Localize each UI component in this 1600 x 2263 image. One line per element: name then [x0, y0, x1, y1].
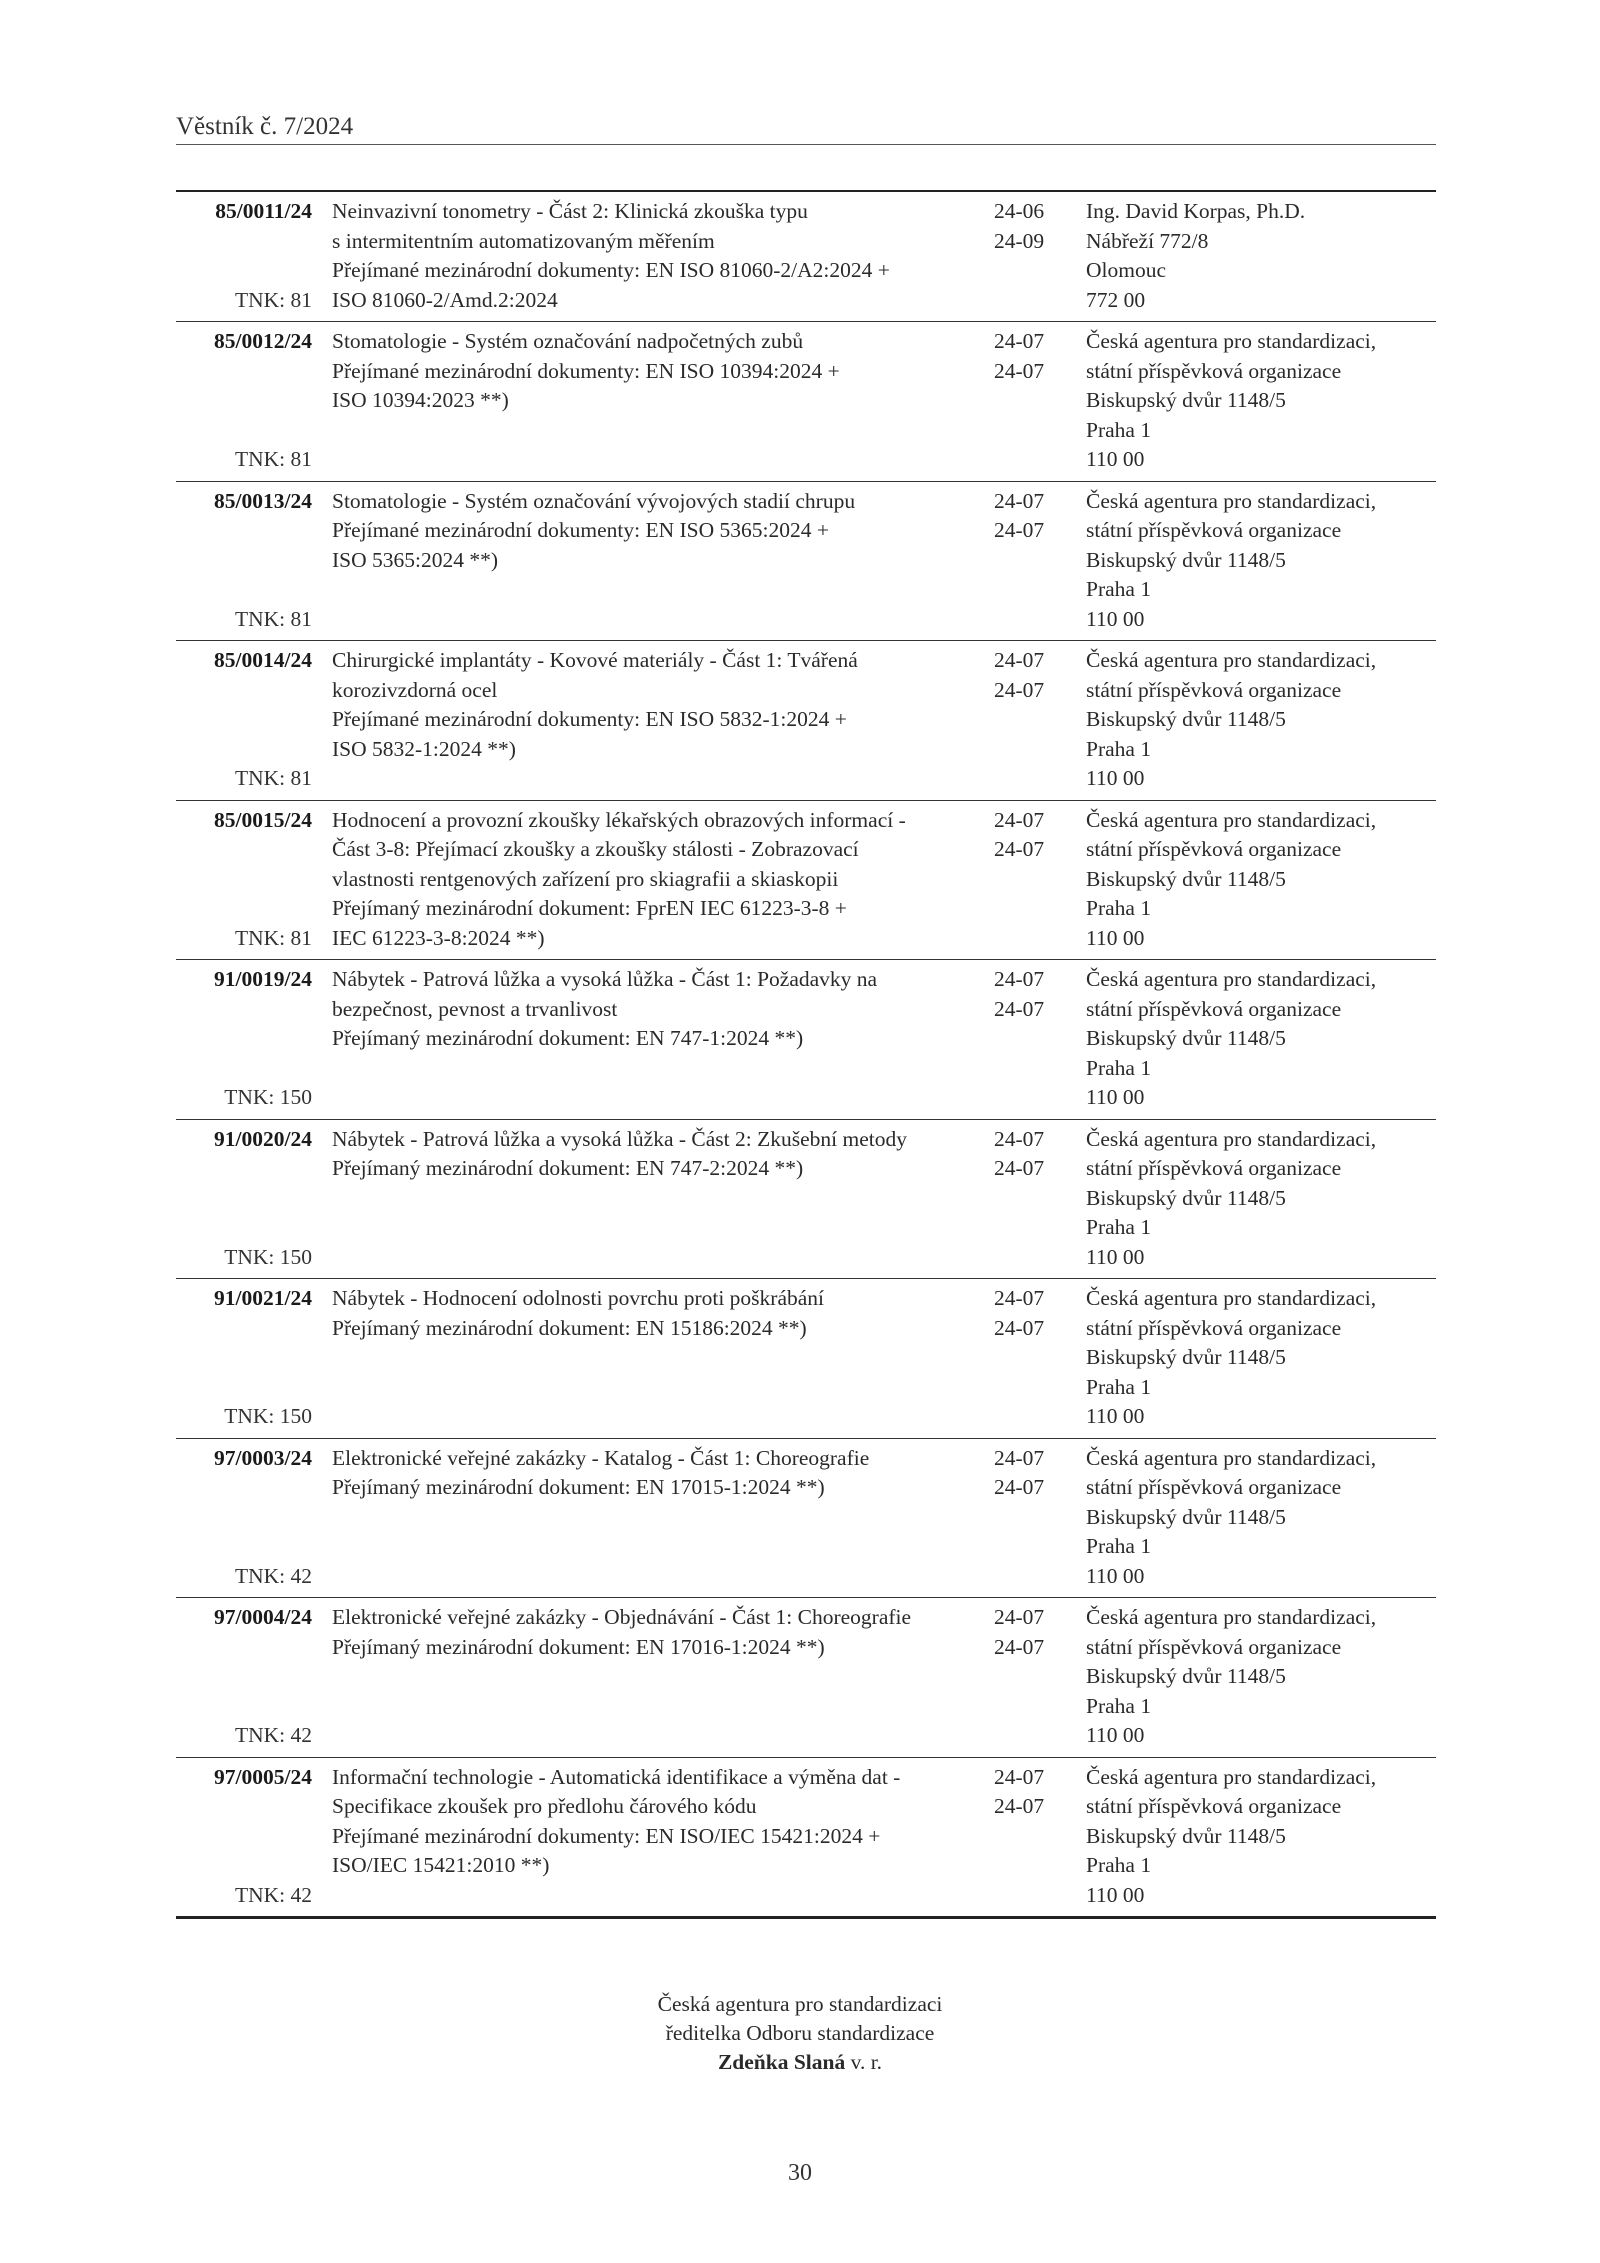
description-cell-line: Přejímané mezinárodní dokumenty: EN ISO 81060-2/A2:2024 + — [332, 258, 890, 282]
standard-number: 91/0020/24 — [214, 1126, 312, 1151]
address-cell-line: Biskupský dvůr 1148/5 — [1086, 866, 1286, 891]
page-header — [176, 112, 1436, 145]
tnk-label: TNK: 150 — [224, 1404, 312, 1428]
description-cell-line: Přejímaný mezinárodní dokument: EN 747-2:2024 **) — [332, 1156, 804, 1180]
description-cell — [326, 1284, 986, 1432]
description-cell-line: ISO 5832-1:2024 **) — [332, 736, 516, 761]
address-cell-line: 110 00 — [1086, 447, 1145, 471]
standard-number: 97/0003/24 — [214, 1445, 312, 1470]
standard-number: 97/0004/24 — [214, 1605, 312, 1629]
dates-cell-line: 24-07 — [994, 996, 1045, 1021]
standard-number: 85/0011/24 — [215, 199, 312, 223]
tnk-label: TNK: 42 — [234, 1723, 312, 1747]
address-cell — [1078, 487, 1436, 635]
description-cell-line: Přejímaný mezinárodní dokument: EN 15186:2024 **) — [332, 1315, 807, 1340]
address-cell-line: Česká agentura pro standardizaci, — [1086, 1126, 1377, 1151]
address-cell-line: 772 00 — [1086, 287, 1146, 312]
table-row — [176, 1278, 1436, 1438]
dates-cell-line: 24-07 — [994, 329, 1045, 353]
description-cell-line: Stomatologie - Systém označování nadpočetných zubů — [332, 329, 804, 353]
address-cell-line: 110 00 — [1086, 606, 1145, 631]
address-cell-line: Česká agentura pro standardizaci, — [1086, 967, 1377, 991]
address-cell-line: Biskupský dvůr 1148/5 — [1086, 1823, 1286, 1848]
address-cell-line: Biskupský dvůr 1148/5 — [1086, 547, 1286, 572]
address-cell-line: Praha 1 — [1086, 1853, 1152, 1877]
address-cell — [1078, 646, 1436, 794]
address-cell — [1078, 806, 1436, 954]
signature-role: ředitelka Odboru standardizace — [665, 2021, 935, 2045]
description-cell-line: Neinvazivní tonometry - Část 2: Klinická zkouška typu — [332, 199, 808, 223]
signature-suffix: v. r. — [845, 2050, 883, 2074]
address-cell-line: Praha 1 — [1086, 1534, 1152, 1558]
row-id-cell — [176, 806, 326, 954]
signature-name: Zdeňka Slaná — [717, 2050, 846, 2074]
address-cell-line: Česká agentura pro standardizaci, — [1086, 648, 1377, 672]
row-id-cell — [176, 327, 326, 475]
address-cell-line: 110 00 — [1086, 766, 1145, 790]
address-cell-line: Česká agentura pro standardizaci, — [1086, 807, 1377, 832]
table-row — [176, 481, 1436, 641]
address-cell-line: Olomouc — [1086, 258, 1167, 282]
address-cell-line: státní příspěvková organizace — [1086, 1315, 1342, 1340]
address-cell-line: 110 00 — [1086, 1563, 1145, 1588]
dates-cell-line: 24-09 — [994, 228, 1045, 253]
dates-cell-line: 24-07 — [994, 1475, 1045, 1499]
description-cell-line: Část 3-8: Přejímací zkoušky a zkoušky stálosti - Zobrazovací — [332, 837, 859, 861]
dates-cell-line: 24-06 — [994, 199, 1045, 223]
dates-cell-line: 24-07 — [994, 1445, 1045, 1470]
description-cell — [326, 1603, 986, 1751]
address-cell-line: Nábřeží 772/8 — [1086, 228, 1209, 253]
table-row — [176, 1438, 1436, 1598]
description-cell-line: Přejímané mezinárodní dokumenty: EN ISO 10394:2024 + — [332, 358, 840, 383]
dates-cell — [986, 1763, 1078, 1911]
tnk-label: TNK: 81 — [234, 287, 312, 312]
row-id-cell — [176, 197, 326, 315]
standard-number: 85/0015/24 — [214, 807, 312, 832]
row-id-cell — [176, 487, 326, 635]
table-row — [176, 959, 1436, 1119]
description-cell-line: Přejímané mezinárodní dokumenty: EN ISO 5832-1:2024 + — [332, 707, 847, 731]
description-cell-line: Informační technologie - Automatická identifikace a výměna dat - — [332, 1764, 901, 1789]
address-cell-line: Praha 1 — [1086, 736, 1152, 761]
description-cell-line: ISO/IEC 15421:2010 **) — [332, 1853, 550, 1877]
standard-number: 91/0021/24 — [214, 1286, 312, 1310]
description-cell-line: Specifikace zkoušek pro předlohu čárového kódu — [332, 1794, 757, 1818]
description-cell-line: vlastnosti rentgenových zařízení pro skiagrafii a skiaskopii — [332, 866, 839, 891]
address-cell-line: Česká agentura pro standardizaci, — [1086, 1445, 1377, 1470]
address-cell — [1078, 1763, 1436, 1911]
address-cell-line: státní příspěvková organizace — [1086, 1156, 1342, 1180]
address-cell — [1078, 965, 1436, 1113]
address-cell-line: státní příspěvková organizace — [1086, 837, 1342, 861]
dates-cell-line: 24-07 — [994, 677, 1045, 702]
standard-number: 85/0014/24 — [214, 648, 312, 672]
description-cell-line: Přejímané mezinárodní dokumenty: EN ISO/IEC 15421:2024 + — [332, 1823, 881, 1848]
table-row — [176, 800, 1436, 960]
address-cell — [1078, 1603, 1436, 1751]
address-cell-line: Biskupský dvůr 1148/5 — [1086, 1026, 1286, 1050]
standard-number: 85/0012/24 — [214, 329, 312, 353]
dates-cell-line: 24-07 — [994, 967, 1045, 991]
row-id-cell — [176, 1603, 326, 1751]
description-cell-line: bezpečnost, pevnost a trvanlivost — [332, 996, 618, 1021]
description-cell-line: Chirurgické implantáty - Kovové materiály - Část 1: Tvářená — [332, 648, 858, 672]
address-cell — [1078, 197, 1436, 315]
description-cell-line: Nábytek - Patrová lůžka a vysoká lůžka - Část 1: Požadavky na — [332, 967, 878, 991]
description-cell-line: korozivzdorná ocel — [332, 677, 498, 702]
address-cell-line: Praha 1 — [1086, 1693, 1152, 1718]
address-cell-line: státní příspěvková organizace — [1086, 1794, 1342, 1818]
address-cell-line: Česká agentura pro standardizaci, — [1086, 1764, 1377, 1789]
dates-cell-line: 24-07 — [994, 1156, 1045, 1180]
description-cell-line: ISO 10394:2023 **) — [332, 388, 509, 412]
address-cell-line: Praha 1 — [1086, 1215, 1152, 1239]
description-cell — [326, 487, 986, 635]
description-cell-line: Stomatologie - Systém označování vývojových stadií chrupu — [332, 488, 856, 513]
dates-cell-line: 24-07 — [994, 488, 1045, 513]
description-cell-line: Přejímaný mezinárodní dokument: FprEN IEC 61223-3-8 + — [332, 896, 847, 920]
dates-cell-line: 24-07 — [994, 1605, 1045, 1629]
signature-org: Česká agentura pro standardizaci — [657, 1992, 943, 2016]
dates-cell-line: 24-07 — [994, 1764, 1045, 1789]
dates-cell-line: 24-07 — [994, 1126, 1045, 1151]
address-cell-line: státní příspěvková organizace — [1086, 677, 1342, 702]
description-cell — [326, 965, 986, 1113]
address-cell-line: Praha 1 — [1086, 896, 1152, 920]
table-row — [176, 321, 1436, 481]
description-cell-line: s intermitentním automatizovaným měřením — [332, 228, 715, 253]
table-row — [176, 640, 1436, 800]
table-row — [176, 1119, 1436, 1279]
row-id-cell — [176, 965, 326, 1113]
description-cell — [326, 327, 986, 475]
description-cell — [326, 197, 986, 315]
signature-line — [0, 2048, 1600, 2077]
address-cell-line: Biskupský dvůr 1148/5 — [1086, 707, 1286, 731]
description-cell — [326, 1763, 986, 1911]
row-id-cell — [176, 1284, 326, 1432]
address-cell-line: Praha 1 — [1086, 417, 1152, 442]
address-cell — [1078, 1284, 1436, 1432]
description-cell-line: ISO 5365:2024 **) — [332, 547, 499, 572]
standard-number: 91/0019/24 — [214, 967, 312, 991]
description-cell-line: Elektronické veřejné zakázky - Objednávání - Část 1: Choreografie — [332, 1605, 912, 1629]
address-cell-line: Česká agentura pro standardizaci, — [1086, 329, 1377, 353]
address-cell-line: 110 00 — [1086, 925, 1145, 950]
description-cell — [326, 646, 986, 794]
address-cell-line: Ing. David Korpas, Ph.D. — [1086, 199, 1306, 223]
dates-cell — [986, 327, 1078, 475]
dates-cell-line: 24-07 — [994, 648, 1045, 672]
address-cell-line: Praha 1 — [1086, 577, 1152, 601]
description-cell-line: ISO 81060-2/Amd.2:2024 — [332, 287, 558, 312]
dates-cell — [986, 1284, 1078, 1432]
dates-cell — [986, 1603, 1078, 1751]
address-cell-line: 110 00 — [1086, 1882, 1145, 1907]
dates-cell — [986, 197, 1078, 315]
row-id-cell — [176, 1125, 326, 1273]
description-cell-line: Přejímaný mezinárodní dokument: EN 17016-1:2024 **) — [332, 1634, 825, 1659]
address-cell-line: Biskupský dvůr 1148/5 — [1086, 1185, 1286, 1210]
dates-cell — [986, 1444, 1078, 1592]
dates-cell — [986, 1125, 1078, 1273]
address-cell-line: Česká agentura pro standardizaci, — [1086, 1605, 1377, 1629]
dates-cell-line: 24-07 — [994, 1794, 1045, 1818]
tnk-label: TNK: 81 — [234, 447, 312, 471]
signature-block — [0, 1990, 1600, 2077]
address-cell-line: státní příspěvková organizace — [1086, 358, 1342, 383]
address-cell-line: Česká agentura pro standardizaci, — [1086, 1286, 1377, 1310]
description-cell-line: Přejímaný mezinárodní dokument: EN 747-1:2024 **) — [332, 1026, 804, 1050]
address-cell-line: Česká agentura pro standardizaci, — [1086, 488, 1377, 513]
description-cell — [326, 806, 986, 954]
description-cell-line: Elektronické veřejné zakázky - Katalog - Část 1: Choreografie — [332, 1445, 870, 1470]
dates-cell-line: 24-07 — [994, 1634, 1045, 1659]
address-cell — [1078, 1444, 1436, 1592]
address-cell-line: 110 00 — [1086, 1085, 1145, 1109]
dates-cell-line: 24-07 — [994, 1286, 1045, 1310]
standard-number: 85/0013/24 — [214, 488, 312, 513]
dates-cell-line: 24-07 — [994, 358, 1045, 383]
page-number: 30 — [788, 2160, 812, 2186]
dates-cell-line: 24-07 — [994, 807, 1045, 832]
address-cell — [1078, 1125, 1436, 1273]
dates-cell — [986, 806, 1078, 954]
dates-cell — [986, 487, 1078, 635]
address-cell-line: Biskupský dvůr 1148/5 — [1086, 1664, 1286, 1688]
description-cell-line: Hodnocení a provozní zkoušky lékařských obrazových informací - — [332, 807, 906, 832]
table-row — [176, 1757, 1436, 1917]
journal-title: Věstník č. 7/2024 — [176, 113, 354, 140]
dates-cell — [986, 965, 1078, 1113]
description-cell — [326, 1444, 986, 1592]
address-cell-line: Praha 1 — [1086, 1374, 1152, 1399]
dates-cell-line: 24-07 — [994, 1315, 1045, 1340]
address-cell-line: Praha 1 — [1086, 1055, 1152, 1080]
tnk-label: TNK: 81 — [234, 925, 312, 950]
description-cell-line: IEC 61223-3-8:2024 **) — [332, 925, 545, 950]
address-cell — [1078, 327, 1436, 475]
description-cell-line: Nábytek - Hodnocení odolnosti povrchu proti poškrábání — [332, 1286, 825, 1310]
address-cell-line: státní příspěvková organizace — [1086, 518, 1342, 542]
tnk-label: TNK: 150 — [224, 1244, 312, 1269]
tnk-label: TNK: 81 — [234, 766, 312, 790]
row-id-cell — [176, 1444, 326, 1592]
description-cell-line: Nábytek - Patrová lůžka a vysoká lůžka - Část 2: Zkušební metody — [332, 1126, 907, 1151]
address-cell-line: státní příspěvková organizace — [1086, 1634, 1342, 1659]
address-cell-line: státní příspěvková organizace — [1086, 1475, 1342, 1499]
standards-table — [176, 190, 1436, 1919]
address-cell-line: Biskupský dvůr 1148/5 — [1086, 1345, 1286, 1369]
address-cell-line: 110 00 — [1086, 1404, 1145, 1428]
dates-cell-line: 24-07 — [994, 518, 1045, 542]
table-row — [176, 192, 1436, 321]
description-cell-line: Přejímané mezinárodní dokumenty: EN ISO 5365:2024 + — [332, 518, 829, 542]
tnk-label: TNK: 150 — [224, 1085, 312, 1109]
tnk-label: TNK: 42 — [234, 1882, 312, 1907]
description-cell — [326, 1125, 986, 1273]
table-row — [176, 1597, 1436, 1757]
address-cell-line: 110 00 — [1086, 1244, 1145, 1269]
address-cell-line: Biskupský dvůr 1148/5 — [1086, 1504, 1286, 1529]
tnk-label: TNK: 42 — [234, 1563, 312, 1588]
dates-cell-line: 24-07 — [994, 837, 1045, 861]
address-cell-line: Biskupský dvůr 1148/5 — [1086, 388, 1286, 412]
row-id-cell — [176, 1763, 326, 1911]
address-cell-line: státní příspěvková organizace — [1086, 996, 1342, 1021]
standard-number: 97/0005/24 — [214, 1764, 312, 1789]
address-cell-line: 110 00 — [1086, 1723, 1145, 1747]
tnk-label: TNK: 81 — [234, 606, 312, 631]
description-cell-line: Přejímaný mezinárodní dokument: EN 17015-1:2024 **) — [332, 1475, 825, 1499]
row-id-cell — [176, 646, 326, 794]
dates-cell — [986, 646, 1078, 794]
